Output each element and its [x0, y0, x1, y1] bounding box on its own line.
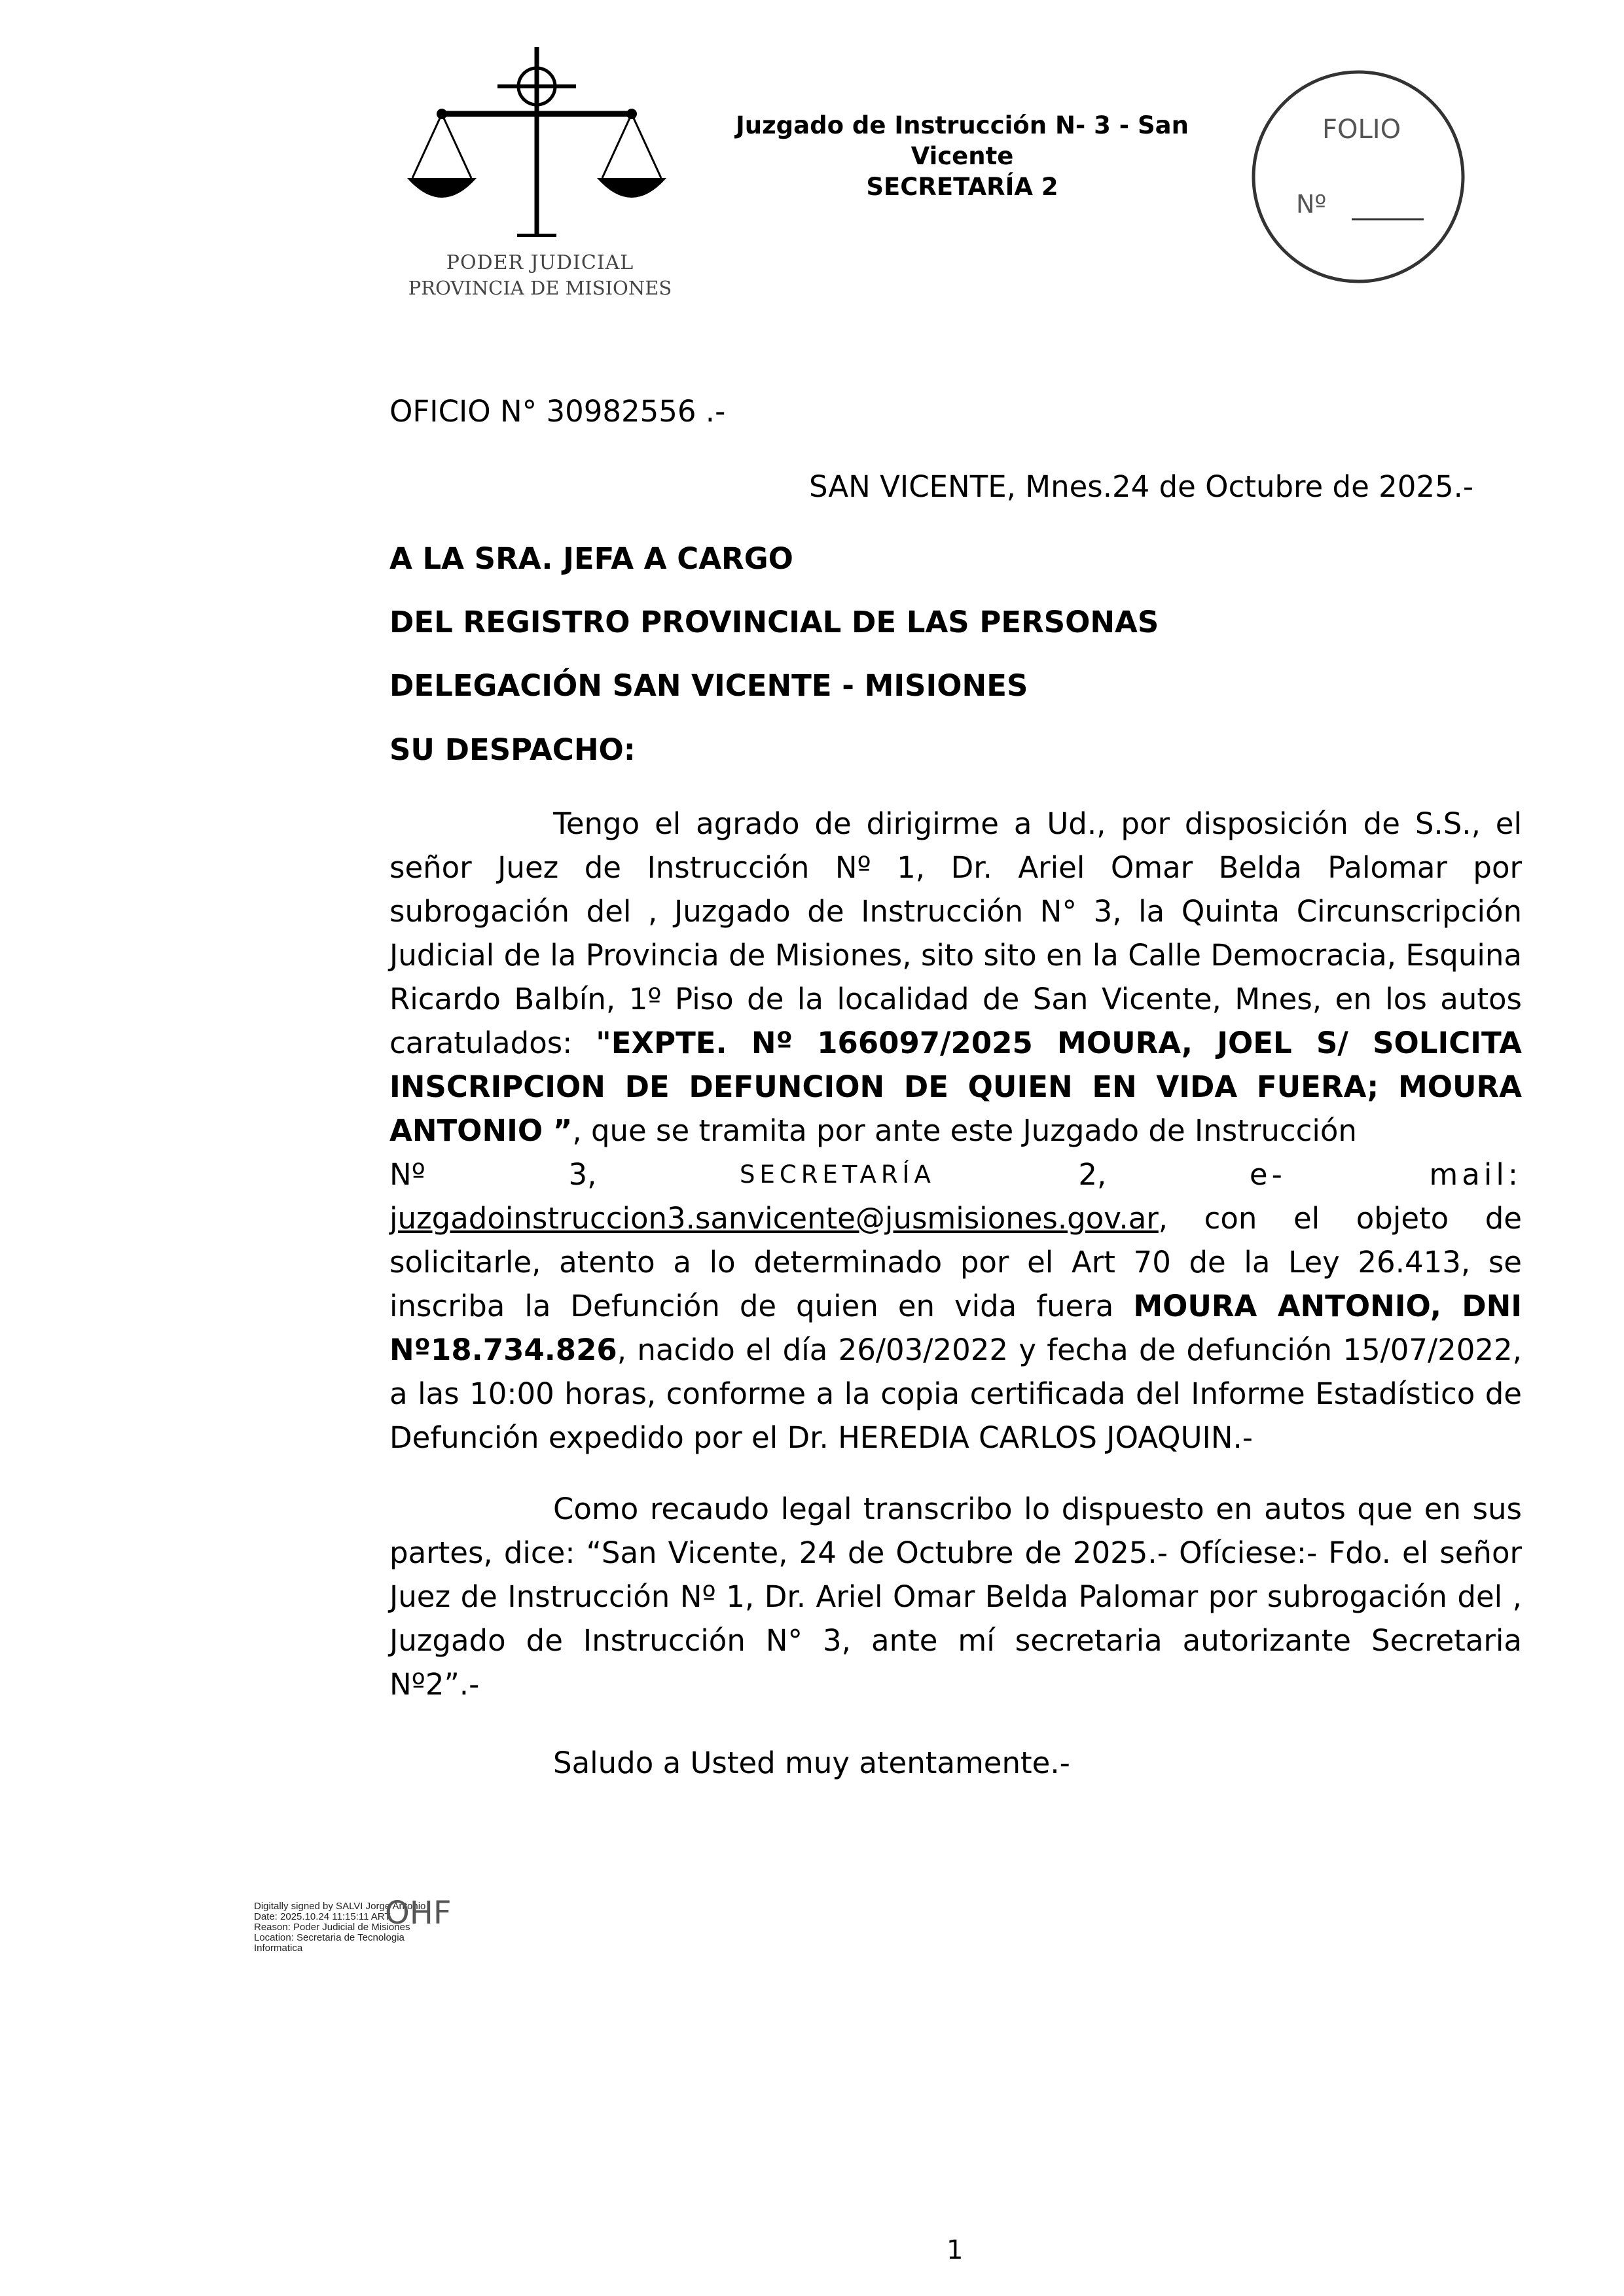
addressee-line-2: DEL REGISTRO PROVINCIAL DE LAS PERSONAS [389, 605, 1159, 639]
date-line: SAN VICENTE, Mnes.24 de Octubre de 2025.- [809, 469, 1474, 504]
court-email-link[interactable]: juzgadoinstruccion3.sanvicente@jusmisiones.gov.ar [389, 1201, 1159, 1236]
oficio-number: OFICIO N° 30982556 .- [389, 394, 726, 429]
court-header-line-3: SECRETARÍA 2 [866, 173, 1058, 201]
para1-case-title: "EXPTE. Nº 166097/2025 MOURA, JOEL S/ SOLICITA INSCRIPCION DE DEFUNCION DE QUIEN EN VIDA FUERA; MOURA ANTONIO ” [389, 1026, 1522, 1148]
spaced-word: SECRETARÍA [740, 1160, 935, 1189]
closing-salutation: Saludo a Usted muy atentamente.- [553, 1746, 1070, 1780]
logo-line-1: PODER JUDICIAL [446, 251, 634, 274]
addressee-line-1: A LA SRA. JEFA A CARGO [389, 541, 793, 576]
spaced-word: 3, [568, 1157, 597, 1192]
body-paragraph-2 [389, 1487, 1522, 1706]
body-paragraph-1 [389, 802, 1522, 1460]
folio-circle [1247, 62, 1470, 291]
folio-title: FOLIO [1322, 115, 1401, 145]
para1-text-2: , que se tramita por ante este Juzgado de Instrucción [572, 1113, 1357, 1148]
para1-deceased-name: MOURA ANTONIO, DNI Nº18.734.826 [389, 1289, 1522, 1367]
court-header-line-1: Juzgado de Instrucción N- 3 - San [736, 111, 1189, 139]
signature-line: Informatica [254, 1943, 303, 1954]
folio-number-label: Nº [1296, 190, 1327, 219]
signature-line: Digitally signed by SALVI Jorge Antonio [254, 1901, 426, 1912]
para1-spaced-line [389, 1153, 1522, 1196]
para1-text-4: , nacido el día 26/03/2022 y fecha de defunción 15/07/2022, a las 10:00 horas, conforme a la copia certificada del Informe Estadístico de Defunción expedido por el Dr. HEREDIA CARLOS JOAQUIN.- [389, 1333, 1522, 1455]
poder-judicial-logo [399, 41, 681, 299]
addressee-line-4: SU DESPACHO: [389, 732, 636, 767]
logo-line-2: PROVINCIA DE MISIONES [408, 277, 672, 299]
spaced-word: 2, [1078, 1157, 1107, 1192]
signature-overlay-initials: OHF [385, 1895, 452, 1931]
court-header [700, 110, 1224, 202]
addressee-line-3: DELEGACIÓN SAN VICENTE - MISIONES [389, 668, 1028, 703]
signature-line: Date: 2025.10.24 11:15:11 ART [254, 1911, 391, 1922]
spaced-word: e- [1249, 1157, 1286, 1192]
para1-text-3: , con el objeto de solicitarle, atento a lo determinado por el Art 70 de la Ley 26.413, se inscriba la Defunción de quien en vida fuera [389, 1201, 1522, 1323]
folio-stamp [1247, 62, 1470, 291]
signature-line: Location: Secretaria de Tecnologia [254, 1932, 405, 1943]
spaced-word: mail: [1429, 1157, 1522, 1192]
para1-text-1: Tengo el agrado de dirigirme a Ud., por disposición de S.S., el señor Juez de Instrucción Nº 1, Dr. Ariel Omar Belda Palomar por subrogación del , Juzgado de Instrucción N° 3, la Quinta Circunscripción Judicial de la Provincia de Misiones, sito sito en la Calle Democracia, Esquina Ricardo Balbín, 1º Piso de la localidad de San Vicente, Mnes, en los autos caratulados: [389, 806, 1522, 1060]
spaced-word: Nº [389, 1157, 425, 1192]
page-number: 1 [947, 2235, 964, 2265]
scales-of-justice-icon [399, 41, 681, 237]
para2-text: Como recaudo legal transcribo lo dispuesto en autos que en sus partes, dice: “San Vicente, 24 de Octubre de 2025.- Ofíciese:- Fdo. el señor Juez de Instrucción Nº 1, Dr. Ariel Omar Belda Palomar por subrogación del , Juzgado de Instrucción N° 3, ante mí secretaria autorizante Secretaria Nº2”.- [389, 1492, 1522, 1702]
court-header-line-2: Vicente [911, 142, 1014, 170]
signature-line: Reason: Poder Judicial de Misiones [254, 1922, 410, 1933]
